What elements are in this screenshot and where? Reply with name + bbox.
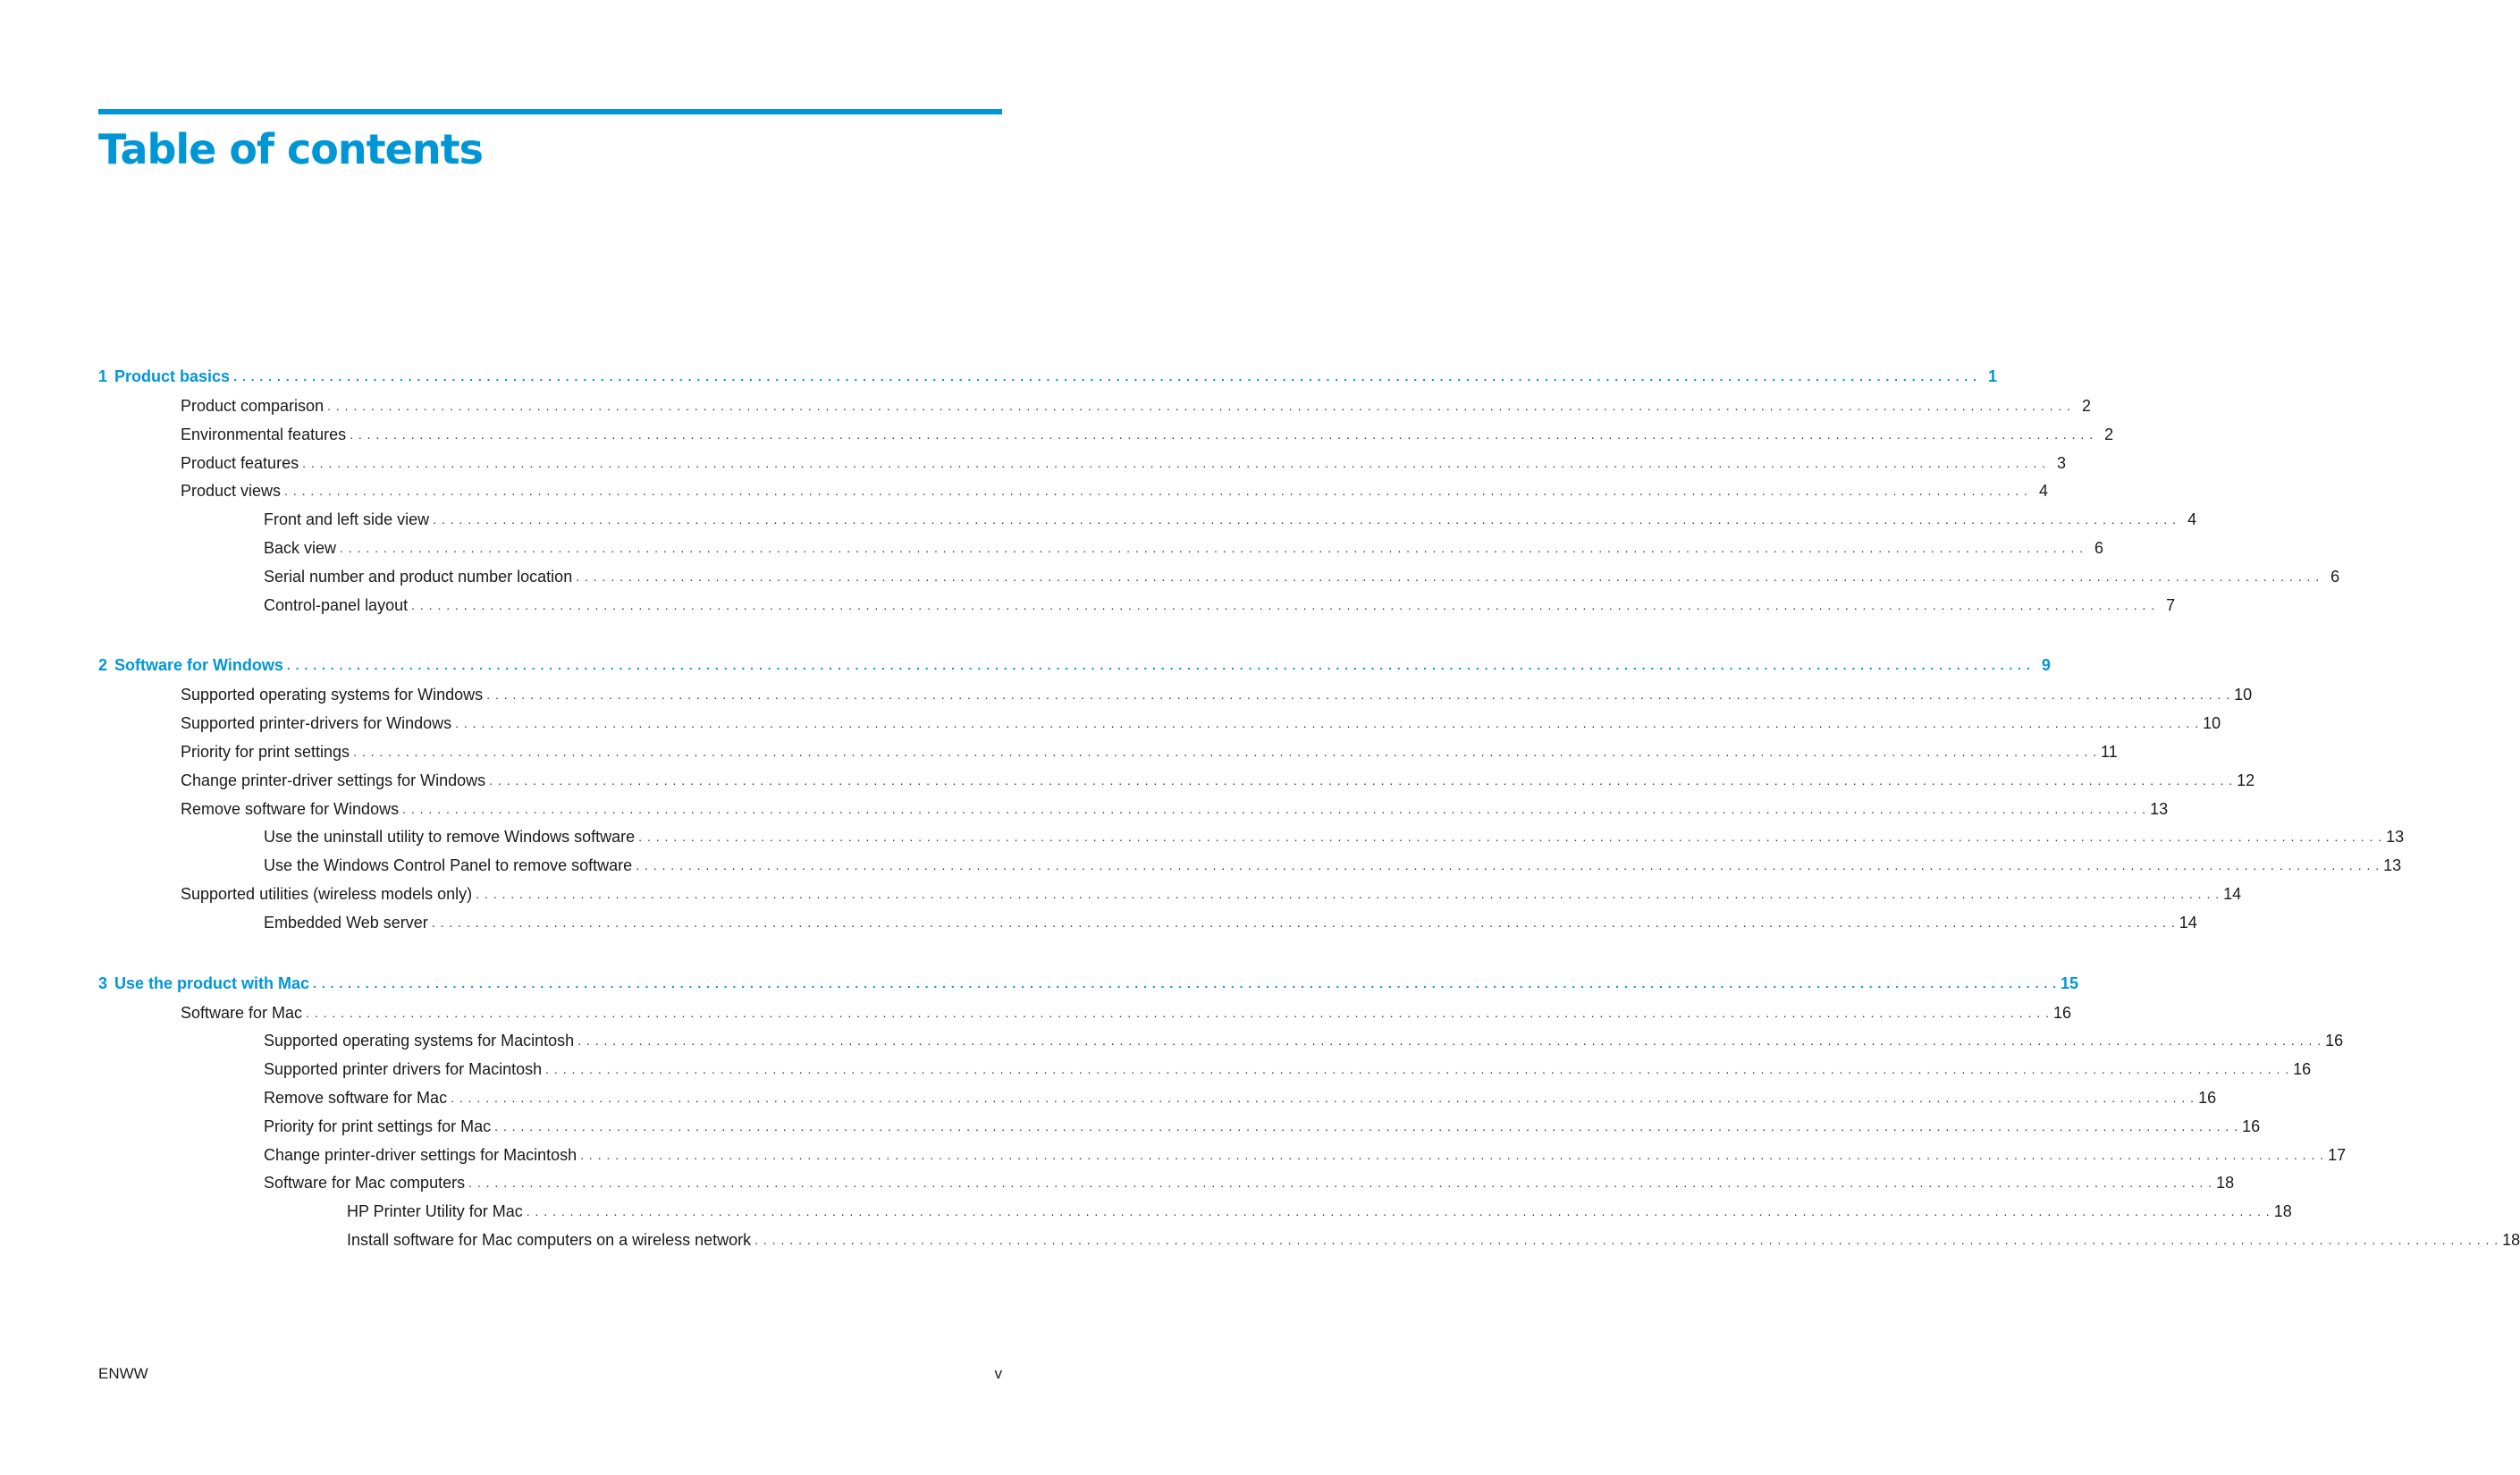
toc-entry-text: Supported printer-drivers for Windows	[181, 714, 452, 733]
toc-entry[interactable]	[98, 996, 2072, 1023]
toc-entry[interactable]	[98, 588, 2176, 615]
toc-entry[interactable]	[98, 531, 2104, 558]
toc-entry-text: Software for Mac	[181, 1003, 303, 1022]
toc-entry-label	[181, 453, 302, 473]
toc-entry-text: Supported utilities (wireless models only)	[181, 885, 473, 903]
toc-entry[interactable]	[98, 502, 2197, 529]
toc-page-number: 11	[2101, 743, 2118, 761]
toc-entry-label	[181, 884, 476, 904]
toc-entry-label	[264, 1173, 468, 1193]
toc-page-number: 17	[2328, 1145, 2347, 1164]
dot-leader: . . . . . . . . . . . . . . . . . . . . . . . . . . . . . . . . . . . . . . . . . . . . . . . . . . . . . . . . . . . . . . . . . . . . . . . . . . . . . . . . . . . . . . . . . . . . . . . . . . . . . . . . . . . . . . . . . . . . . . . . . . . . . . . . . . . . . . . . . . . . . . . . . . . . . . . . . . . . . . . . . . . . . . . . . . . . . . . . . . . . . . . . . . . . . . . . . . . . . . . .	[313, 975, 2058, 990]
dot-leader: . . . . . . . . . . . . . . . . . . . . . . . . . . . . . . . . . . . . . . . . . . . . . . . . . . . . . . . . . . . . . . . . . . . . . . . . . . . . . . . . . . . . . . . . . . . . . . . . . . . . . . . . . . . . . . . . . . . . . . . . . . . . . . . . . . . . . . . . . . . . . . . . . . . . . . . . . . . . . . . . . . . . . . . . . . . . . . . . . . . . . . . . . . . . . . . . . . . . . . . .	[489, 772, 2234, 788]
toc-entry-label	[181, 396, 327, 416]
dot-leader: . . . . . . . . . . . . . . . . . . . . . . . . . . . . . . . . . . . . . . . . . . . . . . . . . . . . . . . . . . . . . . . . . . . . . . . . . . . . . . . . . . . . . . . . . . . . . . . . . . . . . . . . . . . . . . . . . . . . . . . . . . . . . . . . . . . . . . . . . . . . . . . . . . . . . . . . . . . . . . . . . . . . . . . . . . . . . . . . . . . . . . . . . . . . . . . . . . . . . . . .	[455, 716, 2200, 731]
toc-entry-text: Software for Windows	[114, 656, 283, 675]
dot-leader: . . . . . . . . . . . . . . . . . . . . . . . . . . . . . . . . . . . . . . . . . . . . . . . . . . . . . . . . . . . . . . . . . . . . . . . . . . . . . . . . . . . . . . . . . . . . . . . . . . . . . . . . . . . . . . . . . . . . . . . . . . . . . . . . . . . . . . . . . . . . . . . . . . . . . . . . . . . . . . . . . . . . . . . . . . . . . . . . . . . . . . . . . . . . . . . . . . . . . . . .	[353, 745, 2098, 759]
toc-entry-label	[181, 771, 489, 790]
toc-entry[interactable]	[98, 417, 2114, 444]
dot-leader: . . . . . . . . . . . . . . . . . . . . . . . . . . . . . . . . . . . . . . . . . . . . . . . . . . . . . . . . . . . . . . . . . . . . . . . . . . . . . . . . . . . . . . . . . . . . . . . . . . . . . . . . . . . . . . . . . . . . . . . . . . . . . . . . . . . . . . . . . . . . . . . . . . . . . . . . . . . . . . . . . . . . . . . . . . . . . . . . . . . . . . . . . . . . . . . . . . . . . . . .	[431, 914, 2176, 930]
toc-entry[interactable]	[98, 763, 2255, 790]
toc-entry-text: Change printer-driver settings for Macintosh	[264, 1145, 577, 1164]
toc-entry[interactable]	[98, 877, 2242, 904]
dot-leader: . . . . . . . . . . . . . . . . . . . . . . . . . . . . . . . . . . . . . . . . . . . . . . . . . . . . . . . . . . . . . . . . . . . . . . . . . . . . . . . . . . . . . . . . . . . . . . . . . . . . . . . . . . . . . . . . . . . . . . . . . . . . . . . . . . . . . . . . . . . . . . . . . . . . . . . . . . . . . . . . . . . . . . . . . . . . . . . . . . . . . . . . . . . . . . . . . . . . . . . .	[494, 1118, 2239, 1134]
toc-entry-text: Priority for print settings	[181, 743, 350, 761]
toc-chapter-label	[98, 655, 287, 675]
toc-page-number: 12	[2237, 771, 2255, 789]
toc-entry-label	[181, 481, 284, 501]
toc-chapter-entry[interactable]	[98, 648, 2051, 675]
toc-page-number: 6	[2330, 567, 2340, 586]
toc-entry-label	[347, 1230, 754, 1250]
dot-leader: . . . . . . . . . . . . . . . . . . . . . . . . . . . . . . . . . . . . . . . . . . . . . . . . . . . . . . . . . . . . . . . . . . . . . . . . . . . . . . . . . . . . . . . . . . . . . . . . . . . . . . . . . . . . . . . . . . . . . . . . . . . . . . . . . . . . . . . . . . . . . . . . . . . . . . . . . . . . . . . . . . . . . . . . . . . . . . . . . . . . . . . . . . . . . . . . . . . . . . . .	[486, 687, 2231, 703]
toc-page-number: 18	[2502, 1231, 2520, 1249]
toc-page-number: 13	[2383, 856, 2402, 875]
toc-page-number: 6	[2094, 539, 2104, 557]
toc-page-number: 16	[2242, 1117, 2261, 1135]
toc-entry-text: Priority for print settings for Mac	[264, 1117, 492, 1135]
toc-page-number: 16	[2198, 1089, 2217, 1107]
toc-page-number: 7	[2166, 595, 2176, 614]
dot-leader: . . . . . . . . . . . . . . . . . . . . . . . . . . . . . . . . . . . . . . . . . . . . . . . . . . . . . . . . . . . . . . . . . . . . . . . . . . . . . . . . . . . . . . . . . . . . . . . . . . . . . . . . . . . . . . . . . . . . . . . . . . . . . . . . . . . . . . . . . . . . . . . . . . . . . . . . . . . . . . . . . . . . . . . . . . . . . . . . . . . . . . . . . . . . . . . . . . . . . . . .	[545, 1062, 2290, 1077]
toc-chapter-number: 2	[98, 656, 108, 675]
dot-leader: . . . . . . . . . . . . . . . . . . . . . . . . . . . . . . . . . . . . . . . . . . . . . . . . . . . . . . . . . . . . . . . . . . . . . . . . . . . . . . . . . . . . . . . . . . . . . . . . . . . . . . . . . . . . . . . . . . . . . . . . . . . . . . . . . . . . . . . . . . . . . . . . . . . . . . . . . . . . . . . . . . . . . . . . . . . . . . . . . . . . . . . . . . . . . . . . . . . . . . . .	[286, 658, 2031, 673]
dot-leader: . . . . . . . . . . . . . . . . . . . . . . . . . . . . . . . . . . . . . . . . . . . . . . . . . . . . . . . . . . . . . . . . . . . . . . . . . . . . . . . . . . . . . . . . . . . . . . . . . . . . . . . . . . . . . . . . . . . . . . . . . . . . . . . . . . . . . . . . . . . . . . . . . . . . . . . . . . . . . . . . . . . . . . . . . . . . . . . . . . . . . . . . . . . . . . . . . . . . . . . .	[284, 484, 2029, 499]
toc-entry-text: Remove software for Windows	[181, 799, 400, 818]
toc-page-number: 3	[2057, 453, 2067, 472]
toc-entry-label	[264, 595, 411, 615]
toc-entry[interactable]	[98, 678, 2253, 704]
toc-page-number: 1	[1988, 367, 1998, 385]
toc-page-number: 14	[2179, 913, 2197, 931]
toc-page-number: 16	[2053, 1003, 2072, 1022]
toc-page-number: 14	[2223, 885, 2242, 903]
dot-leader: . . . . . . . . . . . . . . . . . . . . . . . . . . . . . . . . . . . . . . . . . . . . . . . . . . . . . . . . . . . . . . . . . . . . . . . . . . . . . . . . . . . . . . . . . . . . . . . . . . . . . . . . . . . . . . . . . . . . . . . . . . . . . . . . . . . . . . . . . . . . . . . . . . . . . . . . . . . . . . . . . . . . . . . . . . . . . . . . . . . . . . . . . . . . . . . . . . . . . . . .	[451, 1091, 2196, 1105]
toc-entry[interactable]	[98, 735, 2118, 762]
toc-entry-label	[264, 567, 576, 586]
toc-entry-text: Front and left side view	[264, 510, 430, 529]
toc-page-number: 2	[2104, 425, 2114, 443]
dot-leader: . . . . . . . . . . . . . . . . . . . . . . . . . . . . . . . . . . . . . . . . . . . . . . . . . . . . . . . . . . . . . . . . . . . . . . . . . . . . . . . . . . . . . . . . . . . . . . . . . . . . . . . . . . . . . . . . . . . . . . . . . . . . . . . . . . . . . . . . . . . . . . . . . . . . . . . . . . . . . . . . . . . . . . . . . . . . . . . . . . . . . . . . . . . . . . . . . . . . . . . .	[340, 541, 2085, 555]
dot-leader: . . . . . . . . . . . . . . . . . . . . . . . . . . . . . . . . . . . . . . . . . . . . . . . . . . . . . . . . . . . . . . . . . . . . . . . . . . . . . . . . . . . . . . . . . . . . . . . . . . . . . . . . . . . . . . . . . . . . . . . . . . . . . . . . . . . . . . . . . . . . . . . . . . . . . . . . . . . . . . . . . . . . . . . . . . . . . . . . . . . . . . . . . . . . . . . . . . . . . . . .	[576, 569, 2321, 584]
toc-entry-label	[264, 1031, 577, 1050]
toc-entry-text: Product basics	[114, 367, 231, 385]
toc-entry-label	[264, 538, 340, 558]
toc-entry-text: Product features	[181, 453, 299, 472]
toc-entry-label	[264, 856, 636, 875]
dot-leader: . . . . . . . . . . . . . . . . . . . . . . . . . . . . . . . . . . . . . . . . . . . . . . . . . . . . . . . . . . . . . . . . . . . . . . . . . . . . . . . . . . . . . . . . . . . . . . . . . . . . . . . . . . . . . . . . . . . . . . . . . . . . . . . . . . . . . . . . . . . . . . . . . . . . . . . . . . . . . . . . . . . . . . . . . . . . . . . . . . . . . . . . . . . . . . . . . . . . . . . .	[638, 830, 2383, 845]
toc-chapter-entry[interactable]	[98, 966, 2079, 993]
toc-entry[interactable]	[98, 1138, 2347, 1165]
toc-entry-text: Supported operating systems for Macintosh	[264, 1032, 575, 1050]
toc-page-number: 9	[2041, 656, 2051, 675]
toc-entry-text: Use the Windows Control Panel to remove software	[264, 856, 633, 875]
toc-entry-label	[264, 913, 432, 932]
toc-entry-text: Software for Mac computers	[264, 1174, 466, 1193]
toc-entry[interactable]	[98, 906, 2197, 932]
toc-entry[interactable]	[98, 446, 2067, 473]
toc-entry-text: Serial number and product number location	[264, 567, 573, 586]
page-number: v	[994, 1365, 1002, 1382]
toc-page-number: 18	[2216, 1174, 2235, 1193]
toc-entry[interactable]	[98, 1024, 2344, 1050]
toc-entry-text: Back view	[264, 539, 337, 557]
toc-page-number: 13	[2386, 828, 2405, 847]
toc-entry-label	[181, 685, 486, 704]
toc-page-number: 15	[2061, 974, 2079, 992]
toc-entry[interactable]	[98, 474, 2049, 501]
toc-entry-text: Product views	[181, 482, 282, 501]
dot-leader: . . . . . . . . . . . . . . . . . . . . . . . . . . . . . . . . . . . . . . . . . . . . . . . . . . . . . . . . . . . . . . . . . . . . . . . . . . . . . . . . . . . . . . . . . . . . . . . . . . . . . . . . . . . . . . . . . . . . . . . . . . . . . . . . . . . . . . . . . . . . . . . . . . . . . . . . . . . . . . . . . . . . . . . . . . . . . . . . . . . . . . . . . . . . . . . . . . . . . . . .	[306, 1005, 2051, 1020]
toc-entry[interactable]	[98, 1109, 2261, 1136]
toc-entry-text: Change printer-driver settings for Windows	[181, 771, 486, 789]
toc-entry-text: HP Printer Utility for Mac	[347, 1202, 523, 1221]
toc-entry-label	[347, 1201, 527, 1221]
toc-page-number: 10	[2203, 714, 2221, 733]
toc-entry-text: Product comparison	[181, 397, 324, 415]
toc-entry[interactable]	[98, 1052, 2312, 1079]
toc-entry-label	[264, 510, 433, 529]
toc-page-number: 2	[2082, 397, 2092, 415]
dot-leader: . . . . . . . . . . . . . . . . . . . . . . . . . . . . . . . . . . . . . . . . . . . . . . . . . . . . . . . . . . . . . . . . . . . . . . . . . . . . . . . . . . . . . . . . . . . . . . . . . . . . . . . . . . . . . . . . . . . . . . . . . . . . . . . . . . . . . . . . . . . . . . . . . . . . . . . . . . . . . . . . . . . . . . . . . . . . . . . . . . . . . . . . . . . . . . . . . . . . . . . .	[327, 399, 2072, 413]
toc-chapter-number: 1	[98, 367, 108, 385]
toc-page-number: 4	[2187, 510, 2197, 529]
dot-leader: . . . . . . . . . . . . . . . . . . . . . . . . . . . . . . . . . . . . . . . . . . . . . . . . . . . . . . . . . . . . . . . . . . . . . . . . . . . . . . . . . . . . . . . . . . . . . . . . . . . . . . . . . . . . . . . . . . . . . . . . . . . . . . . . . . . . . . . . . . . . . . . . . . . . . . . . . . . . . . . . . . . . . . . . . . . . . . . . . . . . . . . . . . . . . . . . . . . . . . . .	[577, 1033, 2322, 1049]
toc-page-number: 16	[2325, 1032, 2344, 1050]
toc-entry-label	[264, 1059, 545, 1079]
toc-page-number: 13	[2150, 799, 2169, 818]
dot-leader: . . . . . . . . . . . . . . . . . . . . . . . . . . . . . . . . . . . . . . . . . . . . . . . . . . . . . . . . . . . . . . . . . . . . . . . . . . . . . . . . . . . . . . . . . . . . . . . . . . . . . . . . . . . . . . . . . . . . . . . . . . . . . . . . . . . . . . . . . . . . . . . . . . . . . . . . . . . . . . . . . . . . . . . . . . . . . . . . . . . . . . . . . . . . . . . . . . . . . . . .	[433, 512, 2178, 527]
toc-entry-text: Supported printer drivers for Macintosh	[264, 1060, 543, 1079]
toc-page-number: 4	[2039, 482, 2049, 501]
page-title: Table of contents	[98, 125, 483, 173]
footer-left: ENWW	[98, 1365, 148, 1382]
toc-chapter-label	[98, 367, 233, 386]
toc-entry[interactable]	[98, 1166, 2235, 1193]
dot-leader: . . . . . . . . . . . . . . . . . . . . . . . . . . . . . . . . . . . . . . . . . . . . . . . . . . . . . . . . . . . . . . . . . . . . . . . . . . . . . . . . . . . . . . . . . . . . . . . . . . . . . . . . . . . . . . . . . . . . . . . . . . . . . . . . . . . . . . . . . . . . . . . . . . . . . . . . . . . . . . . . . . . . . . . . . . . . . . . . . . . . . . . . . . . . . . . . . . . . . . . .	[411, 597, 2156, 612]
toc-entry-text: Environmental features	[181, 425, 347, 443]
dot-leader: . . . . . . . . . . . . . . . . . . . . . . . . . . . . . . . . . . . . . . . . . . . . . . . . . . . . . . . . . . . . . . . . . . . . . . . . . . . . . . . . . . . . . . . . . . . . . . . . . . . . . . . . . . . . . . . . . . . . . . . . . . . . . . . . . . . . . . . . . . . . . . . . . . . . . . . . . . . . . . . . . . . . . . . . . . . . . . . . . . . . . . . . . . . . . . . . . . . . . . . .	[350, 426, 2094, 442]
toc-entry-label	[264, 1145, 580, 1165]
toc-entry[interactable]	[98, 706, 2221, 733]
toc-page-number: 10	[2234, 686, 2253, 704]
toc-chapter-number: 3	[98, 974, 108, 992]
toc-entry-label	[181, 799, 402, 819]
dot-leader: . . . . . . . . . . . . . . . . . . . . . . . . . . . . . . . . . . . . . . . . . . . . . . . . . . . . . . . . . . . . . . . . . . . . . . . . . . . . . . . . . . . . . . . . . . . . . . . . . . . . . . . . . . . . . . . . . . . . . . . . . . . . . . . . . . . . . . . . . . . . . . . . . . . . . . . . . . . . . . . . . . . . . . . . . . . . . . . . . . . . . . . . . . . . . . . . . . . . . . . .	[526, 1204, 2271, 1219]
toc-entry-text: Embedded Web server	[264, 913, 428, 931]
toc-page-number: 18	[2273, 1202, 2292, 1221]
toc-entry-text: Supported operating systems for Windows	[181, 686, 484, 704]
toc-entry[interactable]	[98, 1194, 2292, 1221]
dot-leader: . . . . . . . . . . . . . . . . . . . . . . . . . . . . . . . . . . . . . . . . . . . . . . . . . . . . . . . . . . . . . . . . . . . . . . . . . . . . . . . . . . . . . . . . . . . . . . . . . . . . . . . . . . . . . . . . . . . . . . . . . . . . . . . . . . . . . . . . . . . . . . . . . . . . . . . . . . . . . . . . . . . . . . . . . . . . . . . . . . . . . . . . . . . . . . . . . . . . . . . .	[233, 369, 1978, 384]
toc-entry-label	[181, 713, 455, 733]
toc-entry-text: Install software for Mac computers on a wireless network	[347, 1231, 752, 1249]
toc-entry[interactable]	[98, 848, 2402, 875]
toc-entry-label	[181, 1003, 306, 1023]
dot-leader: . . . . . . . . . . . . . . . . . . . . . . . . . . . . . . . . . . . . . . . . . . . . . . . . . . . . . . . . . . . . . . . . . . . . . . . . . . . . . . . . . . . . . . . . . . . . . . . . . . . . . . . . . . . . . . . . . . . . . . . . . . . . . . . . . . . . . . . . . . . . . . . . . . . . . . . . . . . . . . . . . . . . . . . . . . . . . . . . . . . . . . . . . . . . . . . . . . . . . . . .	[580, 1147, 2325, 1162]
dot-leader: . . . . . . . . . . . . . . . . . . . . . . . . . . . . . . . . . . . . . . . . . . . . . . . . . . . . . . . . . . . . . . . . . . . . . . . . . . . . . . . . . . . . . . . . . . . . . . . . . . . . . . . . . . . . . . . . . . . . . . . . . . . . . . . . . . . . . . . . . . . . . . . . . . . . . . . . . . . . . . . . . . . . . . . . . . . . . . . . . . . . . . . . . . . . . . . . . . . . . . . .	[754, 1233, 2499, 1247]
toc-entry-text: Use the uninstall utility to remove Windows software	[264, 828, 636, 847]
toc-entry-label	[264, 827, 638, 847]
toc-entry[interactable]	[98, 560, 2340, 586]
toc-entry[interactable]	[98, 1081, 2217, 1108]
toc-entry-label	[264, 1117, 494, 1136]
toc-entry-label	[181, 425, 350, 444]
dot-leader: . . . . . . . . . . . . . . . . . . . . . . . . . . . . . . . . . . . . . . . . . . . . . . . . . . . . . . . . . . . . . . . . . . . . . . . . . . . . . . . . . . . . . . . . . . . . . . . . . . . . . . . . . . . . . . . . . . . . . . . . . . . . . . . . . . . . . . . . . . . . . . . . . . . . . . . . . . . . . . . . . . . . . . . . . . . . . . . . . . . . . . . . . . . . . . . . . . . . . . . .	[636, 858, 2381, 873]
dot-leader: . . . . . . . . . . . . . . . . . . . . . . . . . . . . . . . . . . . . . . . . . . . . . . . . . . . . . . . . . . . . . . . . . . . . . . . . . . . . . . . . . . . . . . . . . . . . . . . . . . . . . . . . . . . . . . . . . . . . . . . . . . . . . . . . . . . . . . . . . . . . . . . . . . . . . . . . . . . . . . . . . . . . . . . . . . . . . . . . . . . . . . . . . . . . . . . . . . . . . . . .	[302, 455, 2047, 470]
toc-entry-text: Use the product with Mac	[114, 974, 310, 992]
toc-entry-text: Remove software for Mac	[264, 1089, 448, 1107]
toc-page-number: 16	[2293, 1060, 2312, 1079]
toc-entry[interactable]	[98, 1223, 2520, 1250]
dot-leader: . . . . . . . . . . . . . . . . . . . . . . . . . . . . . . . . . . . . . . . . . . . . . . . . . . . . . . . . . . . . . . . . . . . . . . . . . . . . . . . . . . . . . . . . . . . . . . . . . . . . . . . . . . . . . . . . . . . . . . . . . . . . . . . . . . . . . . . . . . . . . . . . . . . . . . . . . . . . . . . . . . . . . . . . . . . . . . . . . . . . . . . . . . . . . . . . . . . . . . . .	[468, 1176, 2213, 1191]
toc-entry[interactable]	[98, 792, 2169, 819]
dot-leader: . . . . . . . . . . . . . . . . . . . . . . . . . . . . . . . . . . . . . . . . . . . . . . . . . . . . . . . . . . . . . . . . . . . . . . . . . . . . . . . . . . . . . . . . . . . . . . . . . . . . . . . . . . . . . . . . . . . . . . . . . . . . . . . . . . . . . . . . . . . . . . . . . . . . . . . . . . . . . . . . . . . . . . . . . . . . . . . . . . . . . . . . . . . . . . . . . . . . . . . .	[476, 887, 2221, 901]
toc-chapter-label	[98, 974, 313, 993]
title-rule	[98, 109, 1002, 114]
toc-entry-label	[181, 742, 353, 762]
toc-chapter-entry[interactable]	[98, 359, 1998, 386]
toc-entry[interactable]	[98, 389, 2092, 416]
toc-entry[interactable]	[98, 820, 2405, 847]
toc-entry-text: Control-panel layout	[264, 595, 409, 614]
toc-entry-label	[264, 1088, 451, 1108]
dot-leader: . . . . . . . . . . . . . . . . . . . . . . . . . . . . . . . . . . . . . . . . . . . . . . . . . . . . . . . . . . . . . . . . . . . . . . . . . . . . . . . . . . . . . . . . . . . . . . . . . . . . . . . . . . . . . . . . . . . . . . . . . . . . . . . . . . . . . . . . . . . . . . . . . . . . . . . . . . . . . . . . . . . . . . . . . . . . . . . . . . . . . . . . . . . . . . . . . . . . . . . .	[402, 801, 2147, 816]
